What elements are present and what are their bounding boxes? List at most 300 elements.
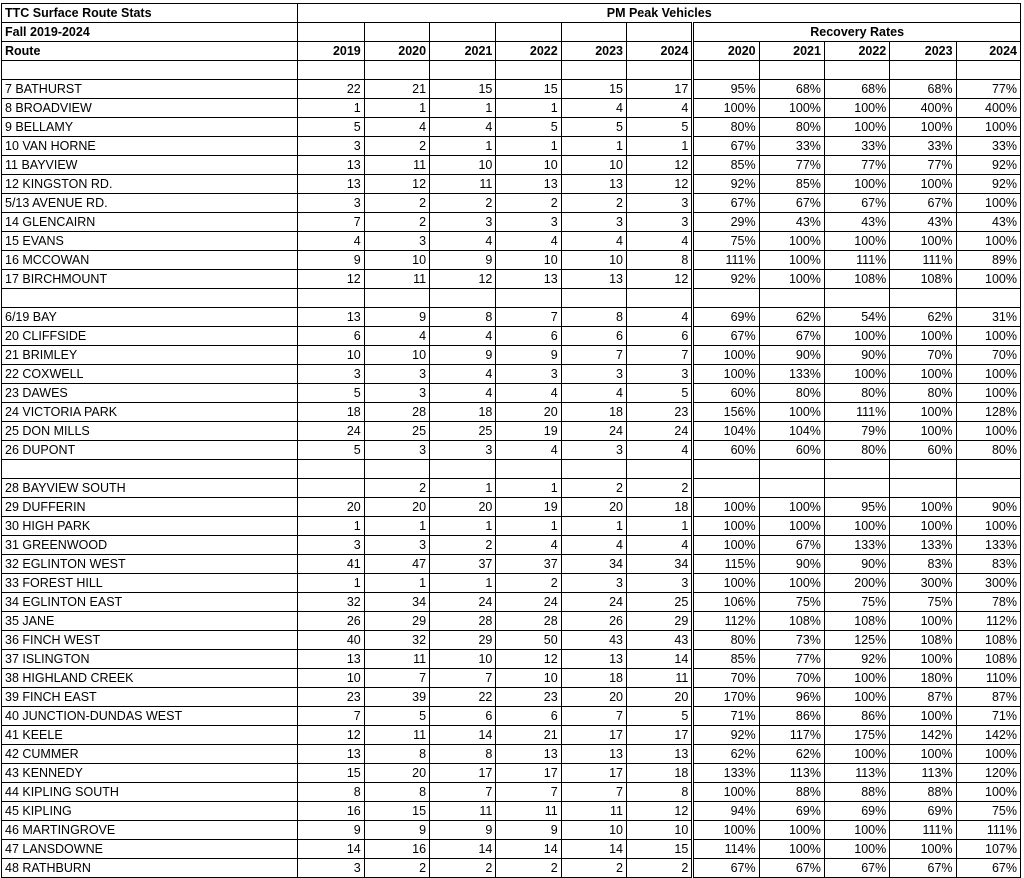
vehicle-count-cell: 18 bbox=[561, 403, 626, 422]
vehicle-count-cell: 18 bbox=[561, 669, 626, 688]
vehicle-count-cell: 9 bbox=[430, 346, 496, 365]
vehicle-count-cell: 1 bbox=[430, 517, 496, 536]
recovery-rate-cell: 100% bbox=[759, 403, 824, 422]
recovery-rate-cell: 71% bbox=[693, 707, 759, 726]
table-row bbox=[2, 802, 1021, 821]
recovery-rate-cell: 67% bbox=[759, 536, 824, 555]
vehicle-count-cell: 17 bbox=[627, 726, 693, 745]
table-row bbox=[2, 650, 1021, 669]
table-row bbox=[2, 783, 1021, 802]
recovery-rate-cell: 128% bbox=[956, 403, 1020, 422]
recovery-rate-cell: 100% bbox=[890, 118, 956, 137]
sheet-title: TTC Surface Route Stats bbox=[2, 4, 298, 23]
recovery-rate-cell: 112% bbox=[693, 612, 759, 631]
recovery-rate-cell: 100% bbox=[693, 498, 759, 517]
table-row bbox=[2, 859, 1021, 878]
vehicle-count-cell: 3 bbox=[627, 365, 693, 384]
recovery-year-header: 2023 bbox=[890, 42, 956, 61]
recovery-rate-cell: 100% bbox=[824, 840, 889, 859]
table-row bbox=[2, 118, 1021, 137]
recovery-rate-cell: 104% bbox=[759, 422, 824, 441]
vehicle-count-cell: 5 bbox=[496, 118, 561, 137]
recovery-rate-cell: 111% bbox=[693, 251, 759, 270]
recovery-rate-cell: 96% bbox=[759, 688, 824, 707]
recovery-year-header: 2022 bbox=[824, 42, 889, 61]
vehicle-count-cell: 23 bbox=[298, 688, 364, 707]
recovery-rate-cell: 62% bbox=[759, 745, 824, 764]
recovery-rate-cell: 87% bbox=[956, 688, 1020, 707]
vehicle-count-cell: 10 bbox=[561, 251, 626, 270]
recovery-rate-cell: 85% bbox=[759, 175, 824, 194]
vehicle-count-cell: 4 bbox=[627, 536, 693, 555]
vehicle-count-cell: 5 bbox=[627, 707, 693, 726]
vehicle-count-cell: 10 bbox=[496, 156, 561, 175]
table-row bbox=[2, 555, 1021, 574]
table-row bbox=[2, 99, 1021, 118]
vehicle-count-cell: 4 bbox=[430, 118, 496, 137]
recovery-rate-cell: 62% bbox=[890, 308, 956, 327]
table-row bbox=[2, 441, 1021, 460]
recovery-rate-cell: 43% bbox=[890, 213, 956, 232]
table-row bbox=[2, 365, 1021, 384]
vehicle-count-cell: 13 bbox=[298, 175, 364, 194]
vehicle-count-cell: 14 bbox=[627, 650, 693, 669]
vehicle-count-cell: 1 bbox=[430, 137, 496, 156]
recovery-rate-cell: 142% bbox=[956, 726, 1020, 745]
recovery-rate-cell: 77% bbox=[824, 156, 889, 175]
recovery-rate-cell: 100% bbox=[824, 365, 889, 384]
vehicle-count-cell: 29 bbox=[364, 612, 429, 631]
vehicle-count-cell: 2 bbox=[430, 859, 496, 878]
vehicle-count-cell: 5 bbox=[627, 384, 693, 403]
vehicle-count-cell: 5 bbox=[364, 707, 429, 726]
vehicle-count-cell: 3 bbox=[561, 441, 626, 460]
vehicle-count-cell: 25 bbox=[364, 422, 429, 441]
recovery-rate-cell: 100% bbox=[759, 574, 824, 593]
route-name-cell: 43 KENNEDY bbox=[2, 764, 298, 783]
recovery-rate-cell: 100% bbox=[956, 783, 1020, 802]
vehicle-count-cell: 7 bbox=[298, 707, 364, 726]
recovery-rate-cell: 100% bbox=[693, 536, 759, 555]
vehicle-count-cell: 25 bbox=[627, 593, 693, 612]
vehicle-count-cell: 8 bbox=[561, 308, 626, 327]
route-name-cell: 32 EGLINTON WEST bbox=[2, 555, 298, 574]
recovery-rate-cell: 133% bbox=[759, 365, 824, 384]
recovery-rate-cell: 100% bbox=[693, 346, 759, 365]
vehicle-count-cell: 3 bbox=[561, 213, 626, 232]
recovery-rate-cell: 80% bbox=[759, 384, 824, 403]
vehicle-count-cell: 1 bbox=[496, 517, 561, 536]
recovery-rate-cell: 92% bbox=[956, 175, 1020, 194]
recovery-rate-cell: 100% bbox=[824, 232, 889, 251]
vehicle-count-cell: 7 bbox=[430, 783, 496, 802]
recovery-rate-cell: 67% bbox=[759, 194, 824, 213]
recovery-rate-cell: 100% bbox=[693, 821, 759, 840]
recovery-rate-cell: 108% bbox=[890, 270, 956, 289]
vehicle-count-cell: 17 bbox=[627, 80, 693, 99]
vehicles-year-header: 2020 bbox=[364, 42, 429, 61]
route-name-cell: 45 KIPLING bbox=[2, 802, 298, 821]
blank-separator-row bbox=[2, 61, 1021, 80]
vehicle-count-cell: 3 bbox=[298, 137, 364, 156]
table-row bbox=[2, 80, 1021, 99]
vehicle-count-cell: 23 bbox=[627, 403, 693, 422]
recovery-rate-cell: 100% bbox=[956, 270, 1020, 289]
recovery-rate-cell: 142% bbox=[890, 726, 956, 745]
vehicle-count-cell: 12 bbox=[298, 726, 364, 745]
vehicle-count-cell: 37 bbox=[496, 555, 561, 574]
table-row bbox=[2, 688, 1021, 707]
recovery-rate-cell: 100% bbox=[890, 365, 956, 384]
recovery-rate-cell: 86% bbox=[759, 707, 824, 726]
vehicle-count-cell: 1 bbox=[561, 517, 626, 536]
vehicle-count-cell: 1 bbox=[364, 574, 429, 593]
vehicles-year-header: 2022 bbox=[496, 42, 561, 61]
recovery-rate-cell: 67% bbox=[693, 137, 759, 156]
vehicle-count-cell: 13 bbox=[298, 308, 364, 327]
vehicle-count-cell: 15 bbox=[298, 764, 364, 783]
vehicle-count-cell: 4 bbox=[496, 384, 561, 403]
vehicle-count-cell: 3 bbox=[430, 213, 496, 232]
recovery-rate-cell: 80% bbox=[890, 384, 956, 403]
vehicle-count-cell: 2 bbox=[561, 194, 626, 213]
vehicle-count-cell: 13 bbox=[561, 745, 626, 764]
vehicle-count-cell: 21 bbox=[496, 726, 561, 745]
recovery-rate-cell: 100% bbox=[759, 251, 824, 270]
recovery-rate-cell: 80% bbox=[824, 441, 889, 460]
recovery-rate-cell: 117% bbox=[759, 726, 824, 745]
vehicle-count-cell: 9 bbox=[364, 821, 429, 840]
vehicle-count-cell: 1 bbox=[627, 137, 693, 156]
vehicle-count-cell: 20 bbox=[561, 688, 626, 707]
recovery-rate-cell: 43% bbox=[759, 213, 824, 232]
vehicle-count-cell: 19 bbox=[496, 422, 561, 441]
vehicle-count-cell: 4 bbox=[430, 232, 496, 251]
recovery-rate-cell: 68% bbox=[890, 80, 956, 99]
vehicle-count-cell: 15 bbox=[430, 80, 496, 99]
vehicle-count-cell: 10 bbox=[627, 821, 693, 840]
recovery-rate-cell: 67% bbox=[693, 327, 759, 346]
vehicle-count-cell: 1 bbox=[364, 517, 429, 536]
vehicle-count-cell: 15 bbox=[627, 840, 693, 859]
recovery-rate-cell: 100% bbox=[890, 612, 956, 631]
vehicle-count-cell: 3 bbox=[298, 365, 364, 384]
vehicle-count-cell: 16 bbox=[364, 840, 429, 859]
recovery-rate-cell: 80% bbox=[693, 118, 759, 137]
recovery-rate-cell: 110% bbox=[956, 669, 1020, 688]
recovery-rate-cell: 67% bbox=[824, 859, 889, 878]
vehicle-count-cell: 14 bbox=[298, 840, 364, 859]
recovery-rate-cell: 100% bbox=[890, 232, 956, 251]
recovery-rate-cell: 60% bbox=[759, 441, 824, 460]
vehicles-year-header: 2019 bbox=[298, 42, 364, 61]
recovery-rate-cell bbox=[759, 479, 824, 498]
vehicle-count-cell: 13 bbox=[496, 745, 561, 764]
recovery-rate-cell: 113% bbox=[759, 764, 824, 783]
vehicle-count-cell: 37 bbox=[430, 555, 496, 574]
vehicle-count-cell: 1 bbox=[364, 99, 429, 118]
recovery-rate-cell: 300% bbox=[890, 574, 956, 593]
recovery-rate-cell: 77% bbox=[759, 156, 824, 175]
vehicle-count-cell: 4 bbox=[298, 232, 364, 251]
recovery-rate-cell: 111% bbox=[824, 403, 889, 422]
recovery-rate-cell: 67% bbox=[759, 859, 824, 878]
recovery-rate-cell: 100% bbox=[956, 422, 1020, 441]
recovery-rate-cell: 67% bbox=[890, 194, 956, 213]
table-row bbox=[2, 194, 1021, 213]
recovery-rate-cell: 100% bbox=[890, 498, 956, 517]
vehicle-count-cell: 10 bbox=[496, 669, 561, 688]
route-name-cell: 47 LANSDOWNE bbox=[2, 840, 298, 859]
recovery-rate-cell: 69% bbox=[693, 308, 759, 327]
vehicle-count-cell: 2 bbox=[496, 859, 561, 878]
recovery-rate-cell: 200% bbox=[824, 574, 889, 593]
recovery-rate-cell: 108% bbox=[890, 631, 956, 650]
vehicle-count-cell: 11 bbox=[627, 669, 693, 688]
vehicle-count-cell: 8 bbox=[364, 783, 429, 802]
vehicle-count-cell: 20 bbox=[496, 403, 561, 422]
vehicle-count-cell: 28 bbox=[364, 403, 429, 422]
vehicle-count-cell: 13 bbox=[561, 650, 626, 669]
recovery-rate-cell: 87% bbox=[890, 688, 956, 707]
vehicle-count-cell: 11 bbox=[364, 726, 429, 745]
vehicle-count-cell: 3 bbox=[364, 384, 429, 403]
table-row bbox=[2, 156, 1021, 175]
route-name-cell: 29 DUFFERIN bbox=[2, 498, 298, 517]
recovery-rate-cell: 100% bbox=[956, 745, 1020, 764]
recovery-rate-cell: 69% bbox=[824, 802, 889, 821]
vehicle-count-cell: 24 bbox=[561, 593, 626, 612]
vehicle-count-cell: 14 bbox=[430, 840, 496, 859]
vehicle-count-cell: 18 bbox=[298, 403, 364, 422]
vehicle-count-cell: 43 bbox=[627, 631, 693, 650]
recovery-rate-cell: 100% bbox=[824, 175, 889, 194]
recovery-rate-cell: 83% bbox=[956, 555, 1020, 574]
vehicle-count-cell: 7 bbox=[364, 669, 429, 688]
vehicle-count-cell: 5 bbox=[561, 118, 626, 137]
recovery-rate-cell: 60% bbox=[693, 441, 759, 460]
table-row bbox=[2, 213, 1021, 232]
table-row bbox=[2, 745, 1021, 764]
recovery-rate-cell: 111% bbox=[890, 821, 956, 840]
route-name-cell: 38 HIGHLAND CREEK bbox=[2, 669, 298, 688]
table-row bbox=[2, 517, 1021, 536]
vehicle-count-cell: 4 bbox=[561, 99, 626, 118]
table-row bbox=[2, 422, 1021, 441]
recovery-rate-cell: 100% bbox=[759, 517, 824, 536]
recovery-rate-cell: 180% bbox=[890, 669, 956, 688]
recovery-rate-cell: 100% bbox=[956, 384, 1020, 403]
vehicle-count-cell: 13 bbox=[298, 650, 364, 669]
vehicle-count-cell: 7 bbox=[561, 707, 626, 726]
vehicle-count-cell: 12 bbox=[627, 802, 693, 821]
recovery-rate-cell: 125% bbox=[824, 631, 889, 650]
recovery-rate-cell: 100% bbox=[759, 840, 824, 859]
table-row bbox=[2, 631, 1021, 650]
vehicle-count-cell: 6 bbox=[430, 707, 496, 726]
vehicle-count-cell: 2 bbox=[364, 137, 429, 156]
vehicle-count-cell: 24 bbox=[627, 422, 693, 441]
vehicle-count-cell: 12 bbox=[496, 650, 561, 669]
vehicle-count-cell: 41 bbox=[298, 555, 364, 574]
recovery-rate-cell: 100% bbox=[890, 840, 956, 859]
recovery-rate-cell: 115% bbox=[693, 555, 759, 574]
vehicle-count-cell: 4 bbox=[561, 232, 626, 251]
recovery-rate-cell bbox=[824, 479, 889, 498]
vehicle-count-cell: 13 bbox=[496, 175, 561, 194]
table-row bbox=[2, 346, 1021, 365]
vehicle-count-cell: 9 bbox=[430, 251, 496, 270]
vehicle-count-cell: 9 bbox=[496, 821, 561, 840]
vehicle-count-cell: 3 bbox=[496, 213, 561, 232]
recovery-rate-cell: 73% bbox=[759, 631, 824, 650]
route-name-cell: 10 VAN HORNE bbox=[2, 137, 298, 156]
recovery-rate-cell: 112% bbox=[956, 612, 1020, 631]
vehicle-count-cell: 2 bbox=[364, 213, 429, 232]
recovery-rate-cell: 89% bbox=[956, 251, 1020, 270]
route-name-cell: 15 EVANS bbox=[2, 232, 298, 251]
vehicle-count-cell: 6 bbox=[561, 327, 626, 346]
recovery-rate-cell: 68% bbox=[759, 80, 824, 99]
vehicle-count-cell: 6 bbox=[627, 327, 693, 346]
recovery-rate-cell: 100% bbox=[759, 232, 824, 251]
vehicle-count-cell bbox=[298, 479, 364, 498]
vehicle-count-cell: 9 bbox=[298, 251, 364, 270]
recovery-rate-cell: 90% bbox=[824, 346, 889, 365]
recovery-rate-cell: 67% bbox=[956, 859, 1020, 878]
vehicle-count-cell: 7 bbox=[561, 346, 626, 365]
vehicle-count-cell: 13 bbox=[627, 745, 693, 764]
recovery-rate-cell bbox=[693, 479, 759, 498]
vehicle-count-cell: 20 bbox=[364, 764, 429, 783]
vehicle-count-cell: 20 bbox=[364, 498, 429, 517]
vehicle-count-cell: 2 bbox=[364, 194, 429, 213]
vehicle-count-cell: 26 bbox=[561, 612, 626, 631]
recovery-rate-cell: 113% bbox=[824, 764, 889, 783]
route-name-cell: 21 BRIMLEY bbox=[2, 346, 298, 365]
vehicle-count-cell: 18 bbox=[627, 764, 693, 783]
vehicle-count-cell: 34 bbox=[627, 555, 693, 574]
recovery-rate-cell: 68% bbox=[824, 80, 889, 99]
route-name-cell: 8 BROADVIEW bbox=[2, 99, 298, 118]
vehicle-count-cell: 2 bbox=[496, 194, 561, 213]
header-row-2 bbox=[2, 23, 1021, 42]
vehicle-count-cell: 43 bbox=[561, 631, 626, 650]
vehicle-count-cell: 47 bbox=[364, 555, 429, 574]
recovery-rate-cell: 33% bbox=[956, 137, 1020, 156]
route-name-cell: 30 HIGH PARK bbox=[2, 517, 298, 536]
recovery-rate-cell: 100% bbox=[890, 175, 956, 194]
vehicle-count-cell: 7 bbox=[430, 669, 496, 688]
recovery-rate-cell: 70% bbox=[890, 346, 956, 365]
vehicle-count-cell: 1 bbox=[430, 479, 496, 498]
route-name-cell: 11 BAYVIEW bbox=[2, 156, 298, 175]
vehicle-count-cell: 14 bbox=[561, 840, 626, 859]
vehicle-count-cell: 10 bbox=[496, 251, 561, 270]
vehicle-count-cell: 15 bbox=[561, 80, 626, 99]
recovery-rate-cell: 113% bbox=[890, 764, 956, 783]
vehicle-count-cell: 40 bbox=[298, 631, 364, 650]
vehicle-count-cell: 2 bbox=[364, 479, 429, 498]
vehicle-count-cell: 3 bbox=[364, 536, 429, 555]
vehicle-count-cell: 3 bbox=[430, 441, 496, 460]
group-header-recovery: Recovery Rates bbox=[693, 23, 1021, 42]
vehicle-count-cell: 2 bbox=[627, 859, 693, 878]
vehicle-count-cell: 4 bbox=[627, 441, 693, 460]
vehicle-count-cell: 6 bbox=[496, 707, 561, 726]
vehicle-count-cell: 13 bbox=[561, 270, 626, 289]
route-name-cell: 22 COXWELL bbox=[2, 365, 298, 384]
route-name-cell: 7 BATHURST bbox=[2, 80, 298, 99]
vehicle-count-cell: 3 bbox=[627, 574, 693, 593]
recovery-rate-cell: 100% bbox=[759, 821, 824, 840]
recovery-rate-cell: 100% bbox=[759, 270, 824, 289]
vehicle-count-cell: 9 bbox=[496, 346, 561, 365]
vehicle-count-cell: 5 bbox=[627, 118, 693, 137]
recovery-rate-cell: 106% bbox=[693, 593, 759, 612]
recovery-rate-cell: 108% bbox=[824, 270, 889, 289]
vehicle-count-cell: 32 bbox=[298, 593, 364, 612]
recovery-rate-cell: 33% bbox=[759, 137, 824, 156]
vehicle-count-cell: 4 bbox=[496, 441, 561, 460]
recovery-rate-cell: 133% bbox=[956, 536, 1020, 555]
recovery-rate-cell: 107% bbox=[956, 840, 1020, 859]
recovery-rate-cell: 92% bbox=[693, 270, 759, 289]
recovery-rate-cell: 100% bbox=[693, 783, 759, 802]
vehicle-count-cell: 8 bbox=[430, 308, 496, 327]
vehicles-year-header: 2021 bbox=[430, 42, 496, 61]
vehicle-count-cell: 5 bbox=[298, 441, 364, 460]
vehicle-count-cell: 3 bbox=[364, 441, 429, 460]
table-row bbox=[2, 726, 1021, 745]
table-row bbox=[2, 840, 1021, 859]
recovery-rate-cell: 100% bbox=[890, 650, 956, 669]
vehicle-count-cell: 20 bbox=[430, 498, 496, 517]
vehicle-count-cell: 17 bbox=[430, 764, 496, 783]
recovery-rate-cell: 92% bbox=[693, 175, 759, 194]
recovery-rate-cell: 90% bbox=[956, 498, 1020, 517]
recovery-rate-cell: 100% bbox=[693, 517, 759, 536]
recovery-rate-cell: 104% bbox=[693, 422, 759, 441]
recovery-rate-cell: 80% bbox=[824, 384, 889, 403]
vehicle-count-cell: 10 bbox=[364, 346, 429, 365]
vehicle-count-cell: 3 bbox=[364, 232, 429, 251]
route-name-cell: 37 ISLINGTON bbox=[2, 650, 298, 669]
recovery-rate-cell: 67% bbox=[890, 859, 956, 878]
recovery-rate-cell: 29% bbox=[693, 213, 759, 232]
vehicle-count-cell: 1 bbox=[298, 99, 364, 118]
vehicle-count-cell: 11 bbox=[430, 802, 496, 821]
recovery-rate-cell: 54% bbox=[824, 308, 889, 327]
vehicle-count-cell: 24 bbox=[298, 422, 364, 441]
recovery-rate-cell: 95% bbox=[824, 498, 889, 517]
vehicle-count-cell: 12 bbox=[298, 270, 364, 289]
table-row bbox=[2, 498, 1021, 517]
vehicle-count-cell: 4 bbox=[627, 99, 693, 118]
vehicle-count-cell: 20 bbox=[561, 498, 626, 517]
recovery-rate-cell: 78% bbox=[956, 593, 1020, 612]
vehicle-count-cell: 9 bbox=[298, 821, 364, 840]
vehicle-count-cell: 1 bbox=[430, 99, 496, 118]
vehicle-count-cell: 8 bbox=[364, 745, 429, 764]
vehicle-count-cell: 34 bbox=[364, 593, 429, 612]
vehicle-count-cell: 3 bbox=[298, 194, 364, 213]
vehicle-count-cell: 7 bbox=[561, 783, 626, 802]
route-name-cell: 31 GREENWOOD bbox=[2, 536, 298, 555]
vehicle-count-cell: 16 bbox=[298, 802, 364, 821]
route-name-cell: 5/13 AVENUE RD. bbox=[2, 194, 298, 213]
vehicle-count-cell: 28 bbox=[430, 612, 496, 631]
